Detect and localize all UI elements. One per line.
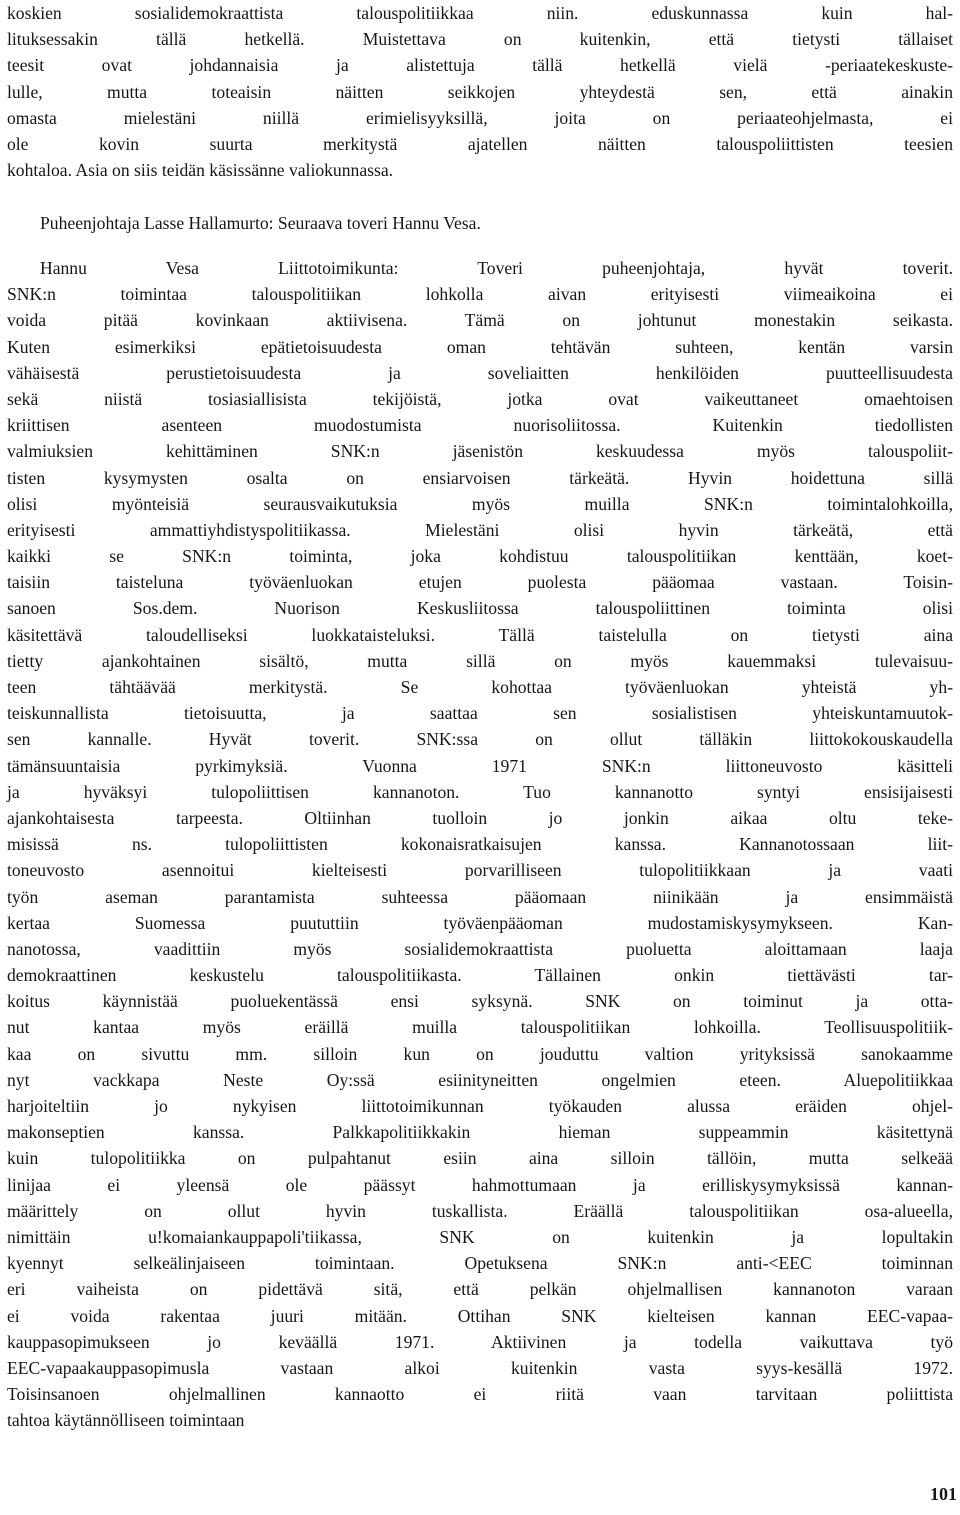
chair-paragraph	[7, 210, 953, 236]
intro-line: lulle, mutta toteaisin näitten seikkojen yhteydestä sen, että ainakin	[7, 81, 953, 102]
speech-line: määrittely on ollut hyvin tuskallista. Eräällä talouspolitiikan osa-alueella,	[7, 1200, 953, 1221]
speech-line: työn aseman parantamista suhteessa pääomaan niinikään ja ensimmäistä	[7, 886, 953, 907]
speech-line: käsitettävä taloudelliseksi luokkataisteluksi. Tällä taistelulla on tietysti aina	[7, 624, 953, 645]
speech-line: kuin tulopolitiikka on pulpahtanut esiin aina silloin tällöin, mutta selkeää	[7, 1148, 953, 1169]
speech-line: kyennyt selkeälinjaiseen toimintaan. Opetuksena SNK:n anti-<EEC toiminnan	[7, 1253, 953, 1274]
speech-line: erityisesti ammattiyhdistyspolitiikassa. Mielestäni olisi hyvin tärkeätä, että	[7, 519, 953, 540]
speech-line: Hannu Vesa Liittotoimikunta: Toveri puheenjohtaja, hyvät toverit.	[40, 258, 953, 278]
speech-line: tietty ajankohtainen sisältö, mutta sillä on myös kauemmaksi tulevaisuu-	[7, 650, 953, 671]
speech-line: Toisinsanoen ohjelmallinen kannaotto ei riitä vaan tarvitaan poliittista	[7, 1384, 953, 1405]
speech-line: teiskunnallista tietoisuutta, ja saattaa sen sosialistisen yhteiskuntamuutok-	[7, 703, 953, 724]
speech-line: Kuten esimerkiksi epätietoisuudesta oman tehtävän suhteen, kentän varsin	[7, 336, 953, 357]
intro-line: omasta mielestäni niillä erimielisyyksillä, joita on periaateohjelmasta, ei	[7, 107, 953, 128]
speech-line: voida pitää kovinkaan aktiivisena. Tämä on johtunut monestakin seikasta.	[7, 310, 953, 331]
speech-line: kriittisen asenteen muodostumista nuorisoliitossa. Kuitenkin tiedollisten	[7, 415, 953, 436]
intro-line: kohtaloa. Asia on siis teidän käsissänne valiokunnassa.	[7, 160, 394, 181]
page-number: 101	[930, 1484, 957, 1504]
speech-line: SNK:n toimintaa talouspolitiikan lohkolla aivan erityisesti viimeaikoina ei	[7, 284, 953, 305]
intro-line: teesit ovat johdannaisia ja alistettuja tällä hetkellä vielä -periaatekeskuste-	[7, 55, 953, 76]
speech-line: kertaa Suomessa puututtiin työväenpääoman mudostamiskysymykseen. Kan-	[7, 912, 953, 933]
speech-line: valmiuksien kehittäminen SNK:n jäsenistön keskuudessa myös talouspoliit-	[7, 441, 953, 462]
intro-line: ole kovin suurta merkitystä ajatellen näitten talouspoliittisten teesien	[7, 133, 953, 154]
speech-line: nut kantaa myös eräillä muilla talouspolitiikan lohkoilla. Teollisuuspolitiik-	[7, 1017, 953, 1038]
speech-line: teen tähtäävää merkitystä. Se kohottaa työväenluokan yhteistä yh-	[7, 677, 953, 697]
speech-line: ajankohtaisesta tarpeesta. Oltiinhan tuolloin jo jonkin aikaa oltu teke-	[7, 807, 953, 828]
speech-line: demokraattinen keskustelu talouspolitiikasta. Tällainen onkin tiettävästi tar-	[7, 965, 953, 986]
intro-line: koskien sosialidemokraattista talouspolitiikkaa niin. eduskunnassa kuin hal-	[7, 3, 953, 23]
speech-line: olisi myönteisiä seurausvaikutuksia myös muilla SNK:n toimintalohkoilla,	[7, 493, 953, 514]
speech-line: kauppasopimukseen jo keväällä 1971. Aktiivinen ja todella vaikuttava työ	[7, 1331, 953, 1352]
speech-line: kaa on sivuttu mm. silloin kun on jouduttu valtion yrityksissä sanokaamme	[7, 1043, 953, 1064]
speech-line: sen kannalle. Hyvät toverit. SNK:ssa on ollut tälläkin liittokokouskaudella	[7, 729, 953, 750]
speech-line: toneuvosto asennoitui kielteisesti porvarilliseen tulopolitiikkaan ja vaati	[7, 860, 953, 881]
speech-line: nyt vackkapa Neste Oy:ssä esiinityneitten ongelmien eteen. Aluepolitiikkaa	[7, 1069, 953, 1090]
speech-line: eri vaiheista on pidettävä sitä, että pelkän ohjelmallisen kannanoton varaan	[7, 1279, 953, 1300]
speech-line: tämänsuuntaisia pyrkimyksiä. Vuonna 1971 SNK:n liittoneuvosto käsitteli	[7, 755, 953, 776]
speech-line: taisiin taisteluna työväenluokan etujen puolesta pääomaa vastaan. Toisin-	[7, 572, 953, 593]
speech-line: koitus käynnistää puoluekentässä ensi syksynä. SNK on toiminut ja otta-	[7, 991, 953, 1012]
speech-paragraph	[7, 255, 953, 1433]
speech-line: ja hyväksyi tulopoliittisen kannanoton. Tuo kannanotto syntyi ensisijaisesti	[7, 781, 953, 802]
speech-line: sanoen Sos.dem. Nuorison Keskusliitossa talouspoliittinen toiminta olisi	[7, 598, 953, 619]
intro-paragraph	[7, 0, 953, 183]
speech-line: tahtoa käytännölliseen toimintaan	[7, 1410, 245, 1431]
speech-line: kaikki se SNK:n toiminta, joka kohdistuu talouspolitiikan kenttään, koet-	[7, 546, 953, 567]
speech-line: EEC-vapaakauppasopimusla vastaan alkoi kuitenkin vasta syys-kesällä 1972.	[7, 1357, 953, 1378]
speech-line: vähäisestä perustietoisuudesta ja soveliaitten henkilöiden puutteellisuudesta	[7, 362, 953, 383]
speech-line: misissä ns. tulopoliittisten kokonaisratkaisujen kanssa. Kannanotossaan liit-	[7, 834, 953, 855]
speech-line: linijaa ei yleensä ole päässyt hahmottumaan ja erilliskysymyksissä kannan-	[7, 1174, 953, 1195]
speech-line: tisten kysymysten osalta on ensiarvoisen tärkeätä. Hyvin hoidettuna sillä	[7, 467, 953, 488]
intro-line: lituksessakin tällä hetkellä. Muistettava on kuitenkin, että tietysti tällaiset	[7, 29, 953, 50]
speech-line: makonseptien kanssa. Palkkapolitiikkakin hieman suppeammin käsitettynä	[7, 1122, 953, 1143]
speech-line: nanotossa, vaadittiin myös sosialidemokraattista puoluetta aloittamaan laaja	[7, 938, 953, 959]
speech-line: nimittäin u!komaiankauppapoli'tiikassa, SNK on kuitenkin ja lopultakin	[7, 1226, 953, 1247]
speech-line: harjoiteltiin jo nykyisen liittotoimikunnan työkauden alussa eräiden ohjel-	[7, 1096, 953, 1116]
speech-line: ei voida rakentaa juuri mitään. Ottihan SNK kielteisen kannan EEC-vapaa-	[7, 1305, 953, 1326]
speech-line: sekä niistä tosiasiallisista tekijöistä, jotka ovat vaikeuttaneet omaehtoisen	[7, 388, 953, 409]
chair-announcement: Puheenjohtaja Lasse Hallamurto: Seuraava toveri Hannu Vesa.	[40, 213, 481, 233]
